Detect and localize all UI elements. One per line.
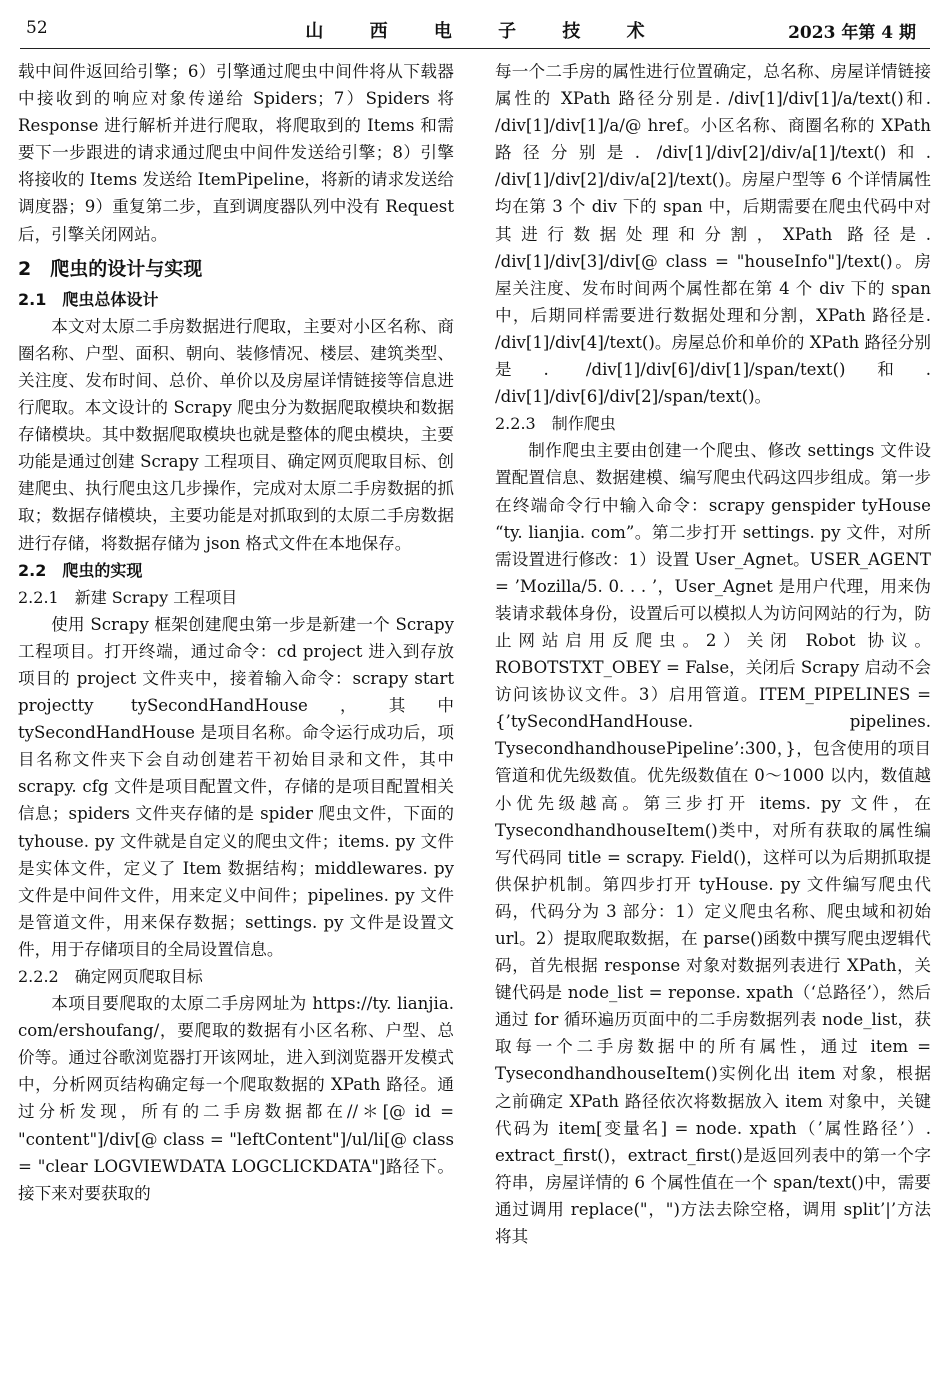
left-column (18, 58, 454, 1207)
paragraph: 本文对太原二手房数据进行爬取，主要对小区名称、商圈名称、户型、面积、朝向、装修情况、楼层、建筑类型、关注度、发布时间、总价、单价以及房屋详情链接等信息进行爬取。本文设计的 Scrapy 爬虫分为数据爬取模块和数据存储模块。其中数据爬取模块也就是整体的爬虫模块，主要功能是通过创建 Scrapy 工程项目、确定网页爬取目标、创建爬虫、执行爬虫这几步操作，完成对太原二手房数据的抓取；数据存储模块，主要功能是对抓取到的太原二手房数据进行存储，将数据存储为 json 格式文件在本地保存。 (18, 316, 454, 553)
paragraph: 使用 Scrapy 框架创建爬虫第一步是新建一个 Scrapy 工程项目。打开终端，通过命令：cd project 进入到存放项目的 project 文件夹中，接着输入命令：scrapy start projectty tySecondHandHouse，其中 tySecondHandHouse 是项目名称。命令运行成功后，项目名称文件夹下会自动创建若干初始目录和文件，其中 scrapy. cfg 文件是项目配置文件，存储的是项目配置相关信息；spiders 文件夹存储的是 spider 爬虫文件，下面的 tyhouse. py 文件就是自定义的爬虫文件；items. py 文件是实体文件，定义了 Item 数据结构；middlewares. py 文件是中间件文件，用来定义中间件；pipelines. py 文件是管道文件，用来保存数据；settings. py 文件是设置文件，用于存储项目的全局设置信息。 (18, 614, 454, 959)
subsubsection-heading: 2.2.2 确定网页爬取目标 (18, 967, 203, 986)
paragraph: 载中间件返回给引擎；6）引擎通过爬虫中间件将从下载器中接收到的响应对象传递给 Spiders；7）Spiders 将 Response 进行解析并进行爬取，将爬取到的 Items 和需要下一步跟进的请求通过爬虫中间件发送给引擎；8）引擎将接收的 Items 发送给 ItemPipeline，将新的请求发送给调度器；9）重复第二步，直到调度器队列中没有 Request 后，引擎关闭网站。 (18, 62, 454, 244)
issue-label: 2023 年第 4 期 (788, 23, 916, 43)
subsection-heading: 2.2 爬虫的实现 (18, 560, 143, 580)
subsection-heading: 2.1 爬虫总体设计 (18, 289, 159, 309)
paragraph: 本项目要爬取的太原二手房网址为 https://ty. lianjia. com/ershoufang/，要爬取的数据有小区名称、户型、总价等。通过谷歌浏览器打开该网址，进入到浏览器开发模式中，分析网页结构确定每一个爬取数据的 XPath 路径。通过分析发现，所有的二手房数据都在//＊[@ id = "content"]/div[@ class = "leftContent"]/ul/li[@ class = "clear LOGVIEWDATA LOGCLICKDATA"]路径下。接下来对要获取的 (18, 994, 454, 1203)
page-header (20, 14, 930, 49)
paragraph: 制作爬虫主要由创建一个爬虫、修改 settings 文件设置配置信息、数据建模、编写爬虫代码这四步组成。第一步在终端命令行中输入命令：scrapy genspider tyHouse “ty. lianjia. com”。第二步打开 settings. py 文件，对所需设置进行修改：1）设置 User_Agnet。USER_AGENT = ’Mozilla/5. 0. . . ’，User_Agnet 是用户代理，用来伪装请求载体身份，设置后可以模拟人为访问网站的行为，防止网站启用反爬虫。2）关闭 Robot 协议。ROBOTSTXT_OBEY = False，关闭后 Scrapy 启动不会访问该协议文件。3）启用管道。ITEM_PIPELINES = {’tySecondHandHouse. pipelines. TysecondhandhousePipeline’:300，}，包含使用的项目管道和优先级数值。优先级数值在 0～1000 以内，数值越小优先级越高。第三步打开 items. py 文件，在 TysecondhandhouseItem()类中，对所有获取的属性编写代码同 title = scrapy. Field()，这样可以为后期抓取提供保护机制。第四步打开 tyHouse. py 文件编写爬虫代码，代码分为 3 部分：1）定义爬虫名称、爬虫域和初始 url。2）提取爬取数据，在 parse()函数中撰写爬虫逻辑代码，首先根据 response 对象对数据列表进行 XPath，关键代码是 node_list = reponse. xpath（‘总路径’），然后通过 for 循环遍历页面中的二手房数据列表 node_list，获取每一个二手房数据中的所有属性，通过 item = TysecondhandhouseItem()实例化出 item 对象，根据之前确定 XPath 路径依次将数据放入 item 对象中，关键代码为 item[变量名] = node. xpath（’属性路径’）. extract_first()，extract_first()是返回列表中的第一个字符串，房屋详情的 6 个属性值在一个 span/text()中，需要通过调用 replace("，")方法去除空格，调用 split’|’方法将其 (495, 441, 931, 1247)
paragraph: 每一个二手房的属性进行位置确定，总名称、房屋详情链接属性的 XPath 路径分别是. /div[1]/div[1]/a/text()和. /div[1]/div[1]/a/@ href。小区名称、商圈名称的 XPath 路径分别是. /div[1]/div[2]/div/a[1]/text()和. /div[1]/div[2]/div/a[2]/text()。房屋户型等 6 个详情属性均在第 3 个 div 下的 span 中，后期需要在爬虫代码中对其进行数据处理和分割，XPath 路径是. /div[1]/div[3]/div[@ class = "houseInfo"]/text()。房屋关注度、发布时间两个属性都在第 4 个 div 下的 span 中，后期同样需要进行数据处理和分割，XPath 路径是. /div[1]/div[4]/text()。房屋总价和单价的 XPath 路径分别是. /div[1]/div[6]/div[1]/span/text()和. /div[1]/div[6]/div[2]/span/text()。 (495, 62, 931, 407)
section-heading: 2 爬虫的设计与实现 (18, 257, 203, 280)
journal-title: 山 西 电 子 技 术 (305, 21, 665, 42)
page-number: 52 (26, 18, 48, 38)
subsubsection-heading: 2.2.1 新建 Scrapy 工程项目 (18, 587, 238, 607)
right-column (495, 58, 931, 1250)
subsubsection-heading: 2.2.3 制作爬虫 (495, 414, 616, 434)
